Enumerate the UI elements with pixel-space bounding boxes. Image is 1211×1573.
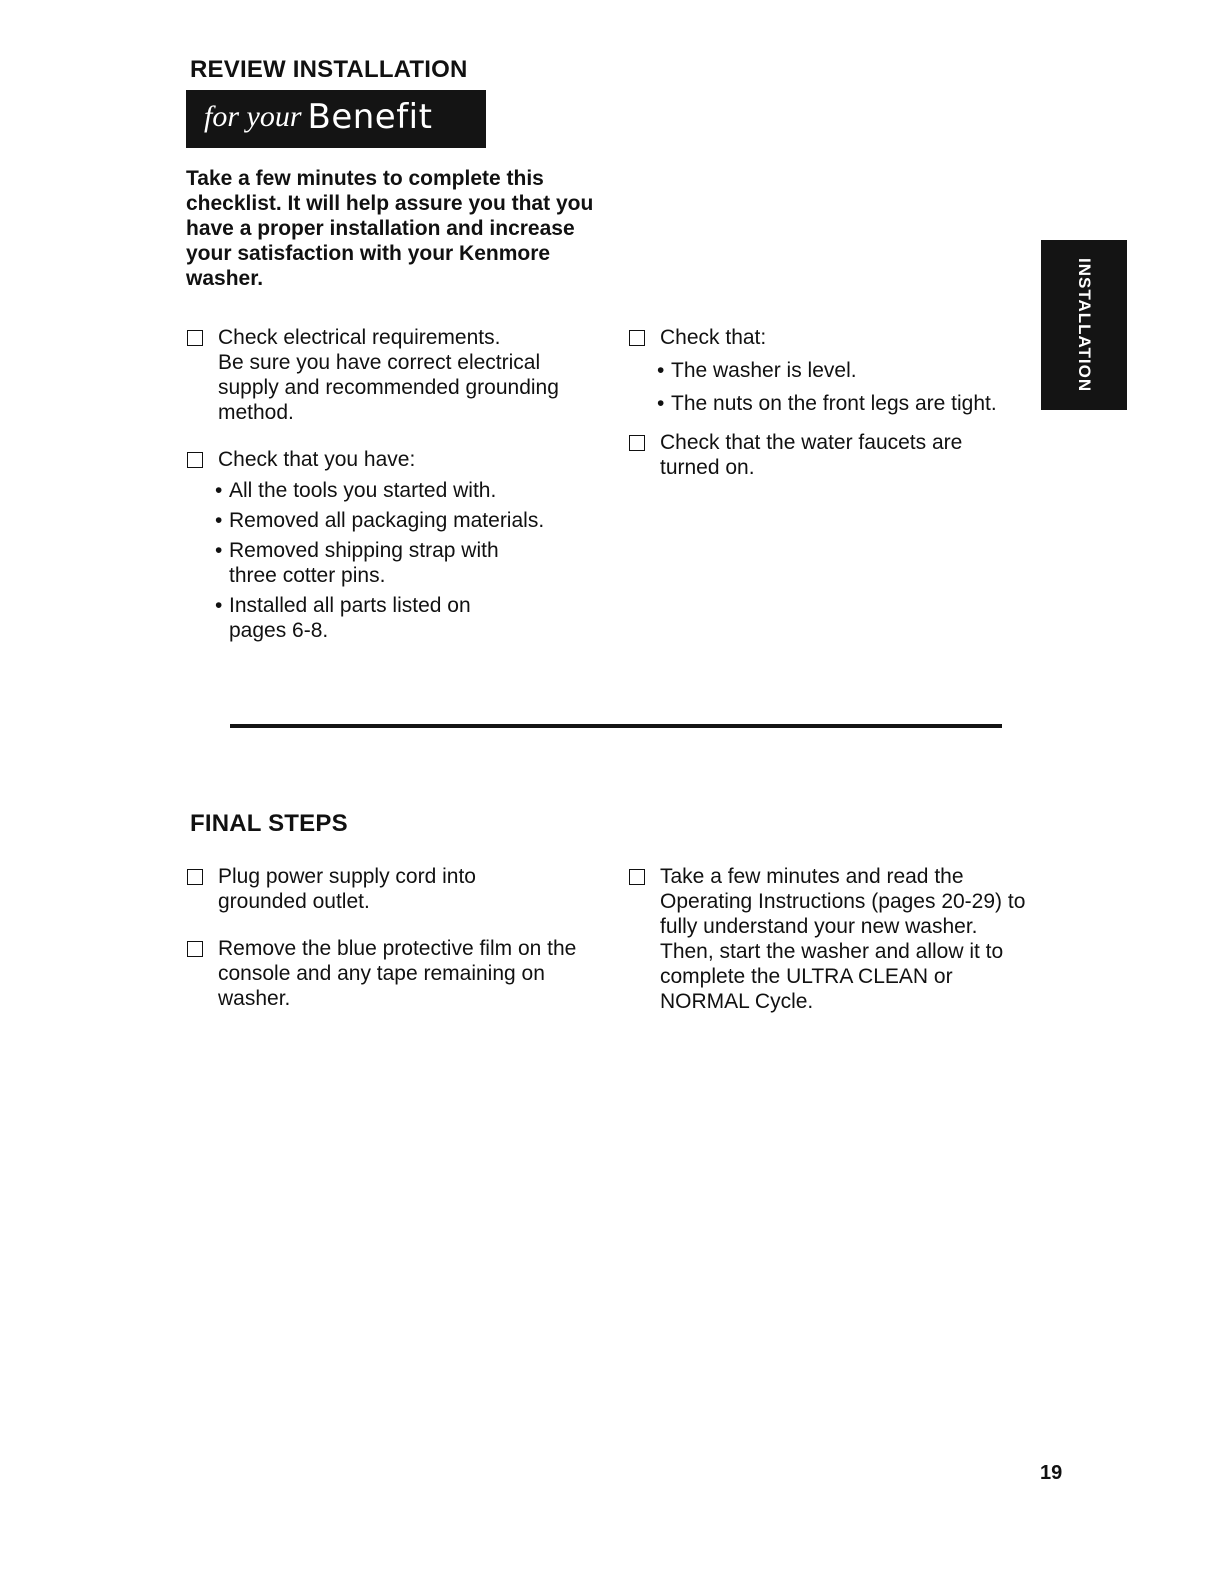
bullet-item: • The nuts on the front legs are tight. xyxy=(657,391,1029,416)
checklist-item-detail: Be sure you have correct electrical supply and recommended grounding method. xyxy=(218,351,559,424)
final-left-column xyxy=(187,864,587,1011)
checkbox-icon[interactable] xyxy=(187,869,203,885)
installation-side-tab xyxy=(1041,240,1127,410)
checkbox-icon[interactable] xyxy=(629,435,645,451)
final-item-read xyxy=(629,864,1034,1014)
bullet-item: • All the tools you started with. xyxy=(215,478,585,503)
checklist-item-faucets xyxy=(629,430,999,480)
checkbox-icon[interactable] xyxy=(187,941,203,957)
side-tab-label: INSTALLATION xyxy=(1075,257,1094,393)
final-item-film xyxy=(187,936,587,1011)
bullet-item: • Removed all packaging materials. xyxy=(215,508,585,533)
checkbox-icon[interactable] xyxy=(629,869,645,885)
checkbox-icon[interactable] xyxy=(629,330,645,346)
for-your-benefit-banner xyxy=(186,90,486,148)
review-right-column xyxy=(629,325,1029,480)
checklist-item-text: Check that the water faucets are turned on. xyxy=(660,431,963,479)
section-divider xyxy=(230,724,1002,728)
intro-paragraph: Take a few minutes to complete this checklist. It will help assure you that you have a proper installation and increase your satisfaction with your Kenmore washer. xyxy=(186,167,594,290)
review-left-column xyxy=(187,325,597,648)
checklist-item-check-that xyxy=(629,325,1029,350)
final-item-text: Take a few minutes and read the Operating Instructions (pages 20-29) to fully understand your new washer. Then, start the washer and allow it to complete the ULTRA CLEAN or NORMAL Cycle. xyxy=(660,865,1026,1013)
final-item-text: Plug power supply cord into grounded outlet. xyxy=(218,865,476,913)
checklist-item-have xyxy=(187,447,597,472)
final-item-plug xyxy=(187,864,527,914)
checkbox-icon[interactable] xyxy=(187,330,203,346)
checklist-bullets xyxy=(629,358,1029,416)
review-installation-title: REVIEW INSTALLATION xyxy=(190,56,468,83)
bullet-item: • The washer is level. xyxy=(657,358,1029,383)
checklist-item-text: Check that: xyxy=(660,326,767,349)
banner-main: Benefit xyxy=(307,97,433,137)
checklist-item-text: Check that you have: xyxy=(218,448,416,471)
checkbox-icon[interactable] xyxy=(187,452,203,468)
final-steps-title: FINAL STEPS xyxy=(190,810,348,837)
checklist-bullets xyxy=(187,478,585,643)
page-number: 19 xyxy=(1040,1462,1063,1484)
banner-prefix: for your xyxy=(204,100,302,133)
final-right-column xyxy=(629,864,1034,1014)
bullet-item: • Removed shipping strap with three cotter pins. xyxy=(215,538,529,588)
checklist-item-electrical xyxy=(187,325,597,350)
bullet-item: • Installed all parts listed on pages 6-8. xyxy=(215,593,509,643)
checklist-item-text: Check electrical requirements. xyxy=(218,326,501,349)
final-item-text: Remove the blue protective film on the console and any tape remaining on washer. xyxy=(218,937,577,1010)
